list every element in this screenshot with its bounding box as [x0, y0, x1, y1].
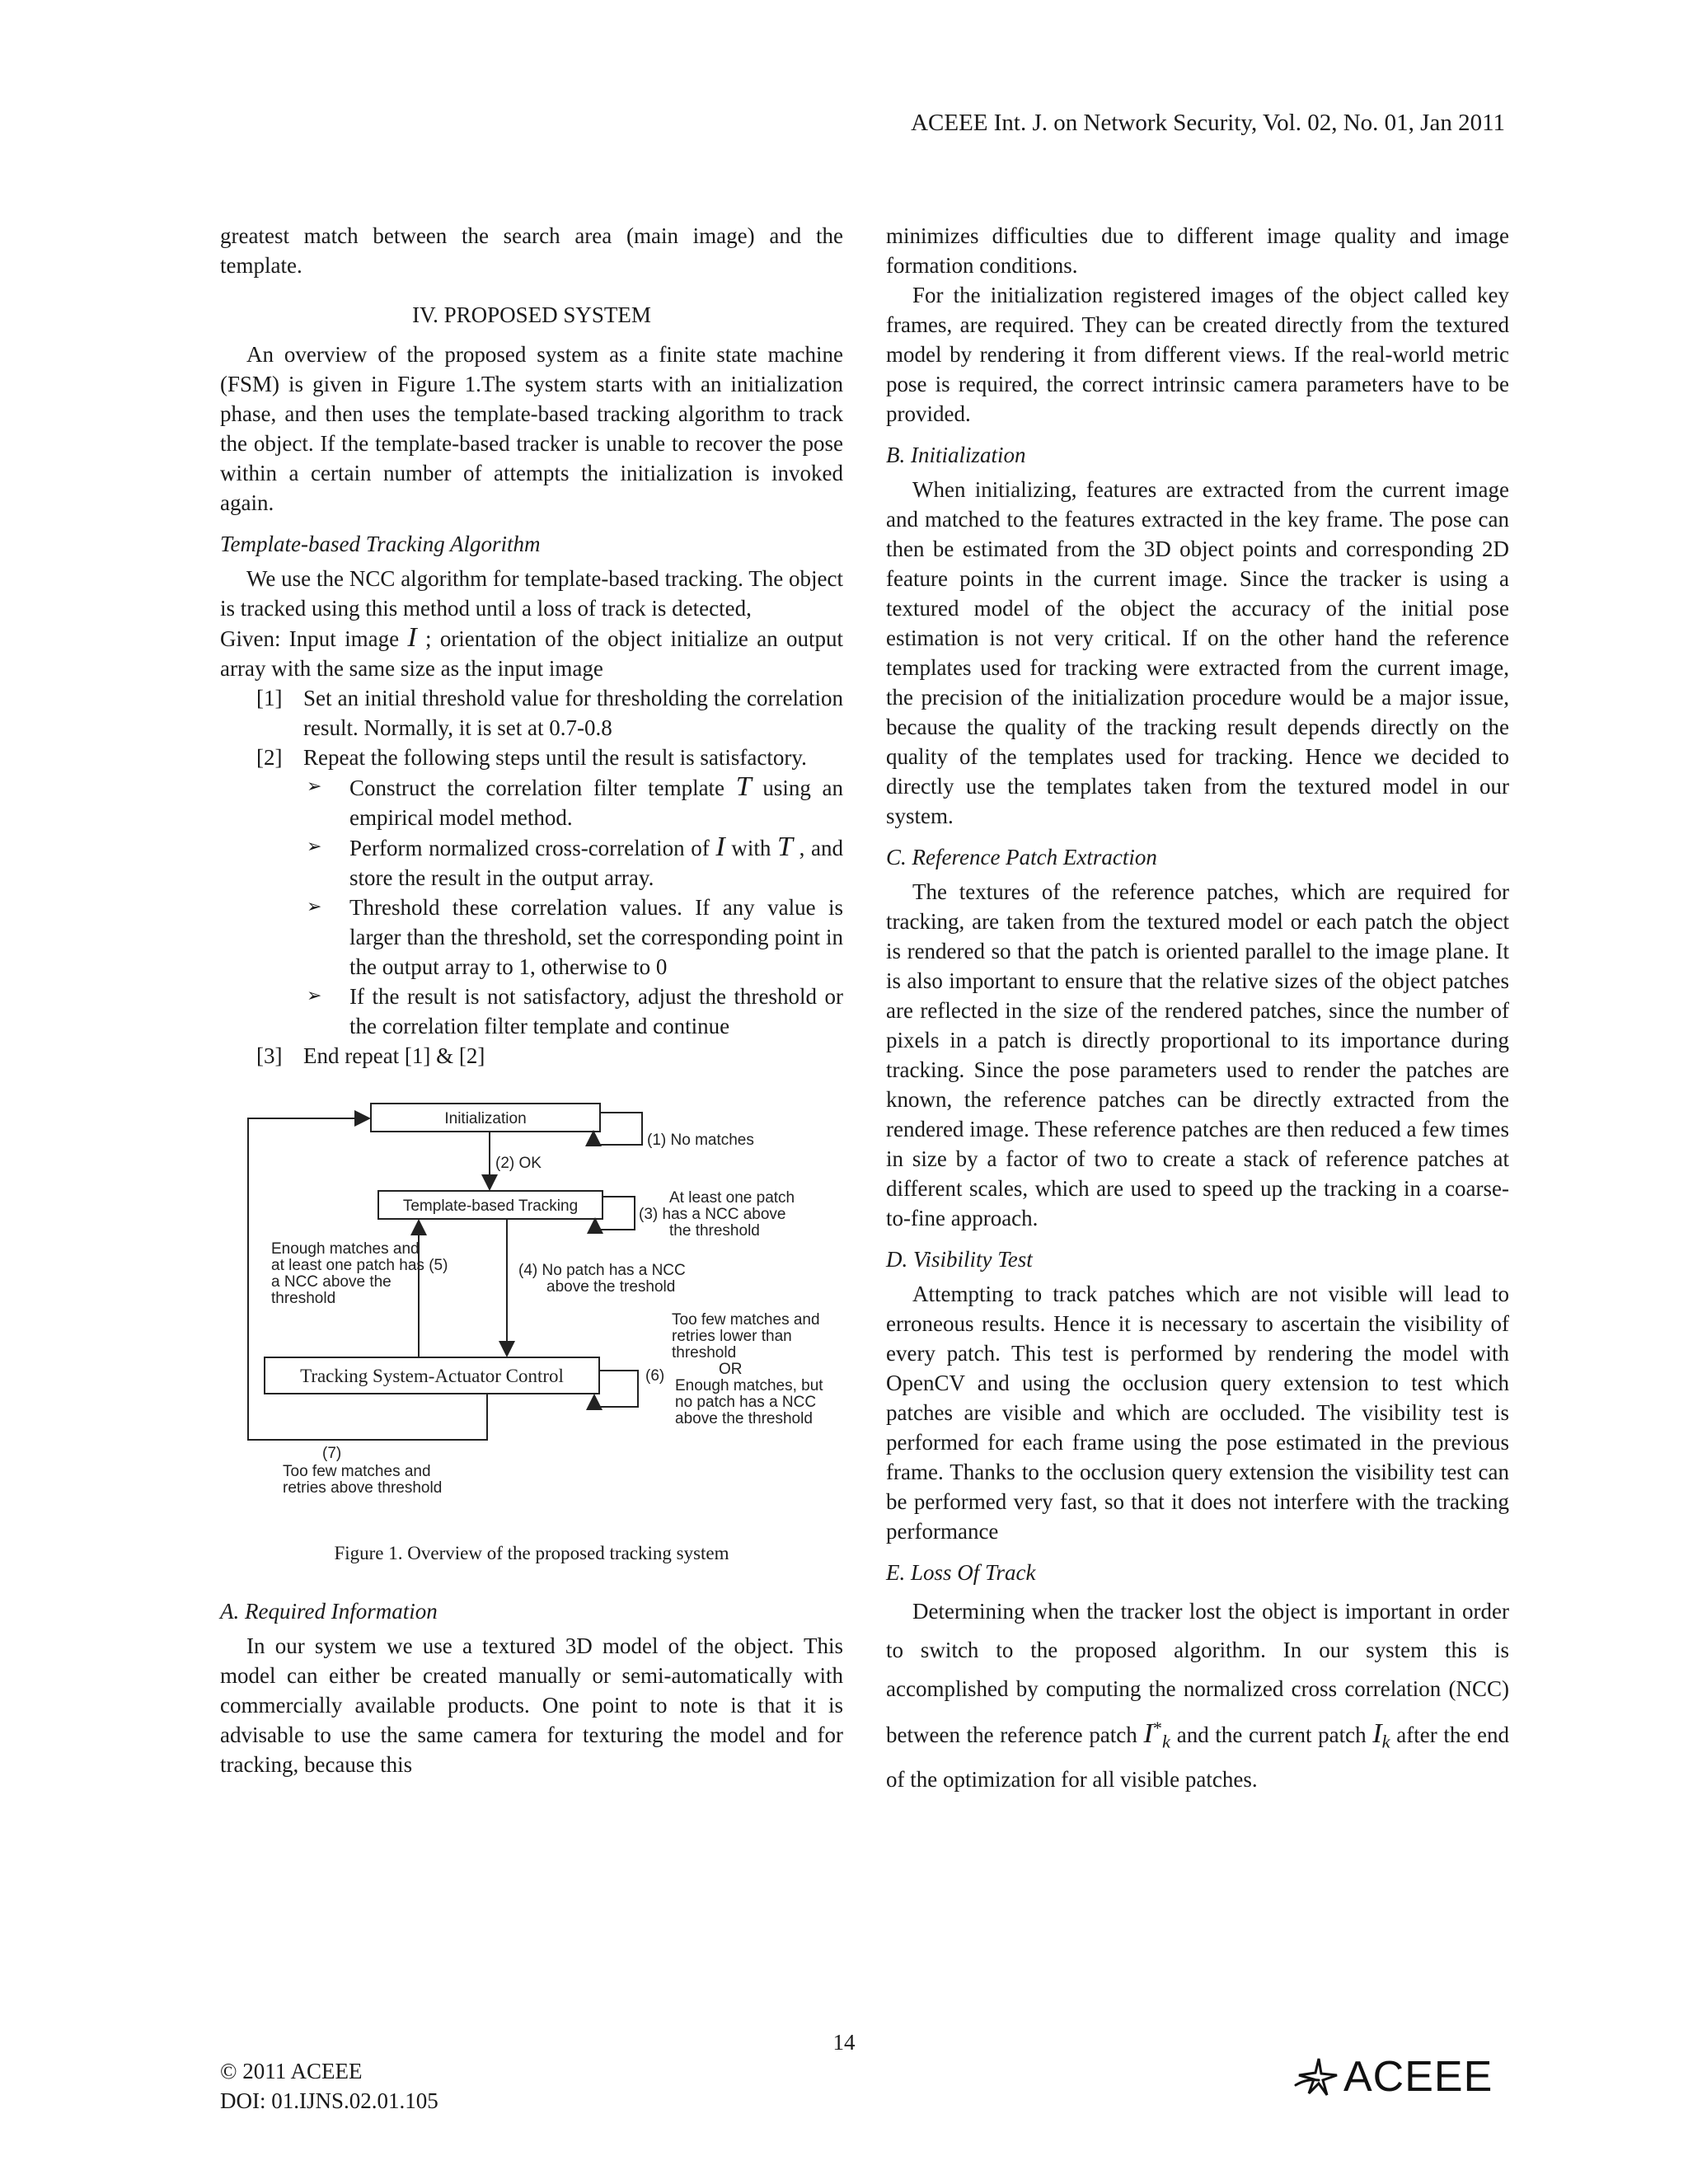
paragraph-required-information: In our system we use a textured 3D model of the object. This model can either be created manually or semi-automatically with commercially available products. One point to note is that it is advisable to use the same camera for texturing the model and for tracking, because this: [220, 1633, 843, 1777]
subheading-template-tracking: Template-based Tracking Algorithm: [220, 532, 541, 556]
edge-ncc-above: [595, 1197, 635, 1230]
label-5-d: threshold: [271, 1290, 336, 1307]
fsm-diagram-svg: [220, 1085, 843, 1530]
subheading-loss-of-track: E. Loss Of Track: [886, 1560, 1036, 1585]
label-tracking-system: Tracking System-Actuator Control: [300, 1366, 564, 1386]
subheading-initialization: B. Initialization: [886, 443, 1026, 467]
section-heading-iv: IV. PROPOSED SYSTEM: [412, 302, 651, 327]
right-column: [886, 221, 1509, 1799]
label-6-f: no patch has a NCC: [675, 1394, 817, 1411]
label-6-g: above the threshold: [675, 1410, 813, 1427]
label-6-d: OR: [719, 1361, 743, 1378]
label-ok: (2) OK: [495, 1155, 542, 1172]
doi: DOI: 01.IJNS.02.01.105: [220, 2088, 438, 2113]
paragraph-given: Given: Input image I ; orientation of the object initialize an output array with the same size as the input image: [220, 622, 843, 681]
paragraph-continued: minimizes difficulties due to different image quality and image formation conditions.: [886, 223, 1509, 278]
paragraph-intro: greatest match between the search area (main image) and the template.: [220, 223, 843, 278]
arrow-bullet-icon: ➢: [307, 837, 322, 857]
arrow-bullet-icon: ➢: [307, 897, 322, 917]
symbol-I-k: I: [1372, 1718, 1382, 1749]
subheading-visibility-test: D. Visibility Test: [886, 1247, 1033, 1272]
paragraph-ncc: We use the NCC algorithm for template-based tracking. The object is tracked using this method until a loss of track is detected,: [220, 566, 843, 621]
bullet-perform: ➢ Perform normalized cross-correlation of I with T , and store the result in the output array.: [307, 832, 843, 890]
running-header: ACEEE Int. J. on Network Security, Vol. 02, No. 01, Jan 2011: [911, 110, 1505, 136]
symbol-I-star-k: I: [1143, 1718, 1153, 1749]
arrow-bullet-icon: ➢: [307, 776, 322, 797]
subheading-required-information: A. Required Information: [220, 1599, 438, 1624]
edge-too-few: [594, 1371, 638, 1407]
footer-left: [220, 2056, 438, 2116]
label-3-c: the threshold: [669, 1222, 760, 1240]
algorithm-step-2: [2] Repeat the following steps until the result is satisfactory.: [256, 745, 807, 770]
label-6-num: (6): [645, 1367, 665, 1385]
label-5-a: Enough matches and: [271, 1240, 420, 1258]
label-7-a: Too few matches and: [283, 1463, 431, 1480]
figure-caption: Figure 1. Overview of the proposed tracking system: [334, 1543, 729, 1563]
label-5-b: at least one patch has (5): [271, 1257, 448, 1274]
label-initialization: Initialization: [444, 1110, 527, 1127]
label-template-tracking: Template-based Tracking: [402, 1197, 579, 1215]
label-6-c: threshold: [672, 1344, 737, 1361]
arrow-bullet-icon: ➢: [307, 986, 322, 1006]
label-no-matches: (1) No matches: [647, 1132, 754, 1149]
label-7-num: (7): [322, 1445, 342, 1462]
label-3-b: (3) has a NCC above: [639, 1206, 786, 1223]
label-7-b: retries above threshold: [283, 1479, 443, 1497]
figure-fsm-diagram: [220, 1085, 843, 1530]
label-4-b: above the treshold: [546, 1278, 676, 1296]
symbol-I: I: [407, 622, 417, 653]
label-6-b: retries lower than: [672, 1328, 792, 1345]
label-3-a: At least one patch: [669, 1189, 795, 1207]
left-column: [220, 221, 843, 1779]
copyright: © 2011 ACEEE: [220, 2059, 363, 2083]
label-6-a: Too few matches and: [672, 1311, 820, 1329]
paragraph-key-frames: For the initialization registered images of the object called key frames, are required. They can be created directly from the textured model by rendering it from different views. If the real-world metric pose is required, the correct intrinsic camera parameters have to be provided.: [886, 283, 1509, 426]
star-logo-icon: [1294, 2052, 1343, 2102]
aceee-logo: [1294, 2052, 1508, 2102]
bullet-construct: ➢ Construct the correlation filter template T using an empirical model method.: [307, 771, 843, 830]
paragraph-reference-patch: The textures of the reference patches, which are required for tracking, are taken from the textured model or each patch the object is rendered so that the patch is oriented parallel to the image plane. It is also important to ensure that the relative sizes of the object patches are reflected in the size of the rendered patches, since the number of pixels in a patch is directly proportional to its importance during tracking. Since the pose parameters used to render the patches are known, the reference patches can be directly extracted from the rendered image. These reference patches are then reduced a few times in size by a factor of two to create a stack of reference patches at different scales, which are used to speed up the tracking in a coarse-to-fine approach.: [886, 879, 1509, 1230]
subheading-reference-patch: C. Reference Patch Extraction: [886, 845, 1157, 869]
algorithm-step-3: [3] End repeat [1] & [2]: [256, 1043, 485, 1068]
label-5-c: a NCC above the: [271, 1273, 392, 1291]
algorithm-step-1: [1] Set an initial threshold value for thresholding the correlation result. Normally, it is set at 0.7-0.8: [256, 686, 843, 740]
label-6-e: Enough matches, but: [675, 1377, 823, 1394]
bullet-threshold: ➢ Threshold these correlation values. If any value is larger than the threshold, set the corresponding point in the output array to 1, otherwise to 0: [220, 893, 843, 982]
page-number: 14: [832, 2030, 856, 2055]
paragraph-initialization: When initializing, features are extracted from the current image and matched to the features extracted in the key frame. The pose can then be estimated from the 3D object points and corresponding 2D feature points in the current image. Since the tracker is using a textured model of the object the accuracy of the initial pose estimation is not very critical. If on the other hand the reference templates used for tracking were extracted from the current image, the precision of the initialization procedure would be a major issue, because the quality of the tracking result depends directly on the quality of the templates used for tracking. Hence we decided to directly use the templates taken from the textured model in our system.: [886, 477, 1509, 828]
paragraph-visibility-test: Attempting to track patches which are not visible will lead to erroneous results. Hence it is necessary to ascertain the visibility of every patch. This test is performed by rendering the model with OpenCV and using the occlusion query extension to test which patches are visible and which are occluded. The visibility test is performed for each frame using the pose estimated in the previous frame. Thanks to the occlusion query extension the visibility test can be performed very fast, so that it does not interfere with the tracking performance: [886, 1282, 1509, 1544]
logo-text: ACEEE: [1343, 2053, 1493, 2101]
bullet-adjust: ➢ If the result is not satisfactory, adjust the threshold or the correlation filter template and continue: [220, 982, 843, 1041]
label-4-a: (4) No patch has a NCC: [518, 1262, 686, 1279]
paragraph-overview: An overview of the proposed system as a finite state machine (FSM) is given in Figure 1.The system starts with an initialization phase, and then uses the template-based tracking algorithm to track the object. If the template-based tracker is unable to recover the pose within a certain number of attempts the initialization is invoked again.: [220, 342, 843, 515]
paragraph-loss-of-track: Determining when the tracker lost the object is important in order to switch to the proposed algorithm. In our system this is accomplished by computing the normalized cross correlation (NCC) between the reference patch $I^*_k$ and the current patch $I_k$ after the end of the optimization for all visible patches.: [886, 1599, 1510, 1793]
